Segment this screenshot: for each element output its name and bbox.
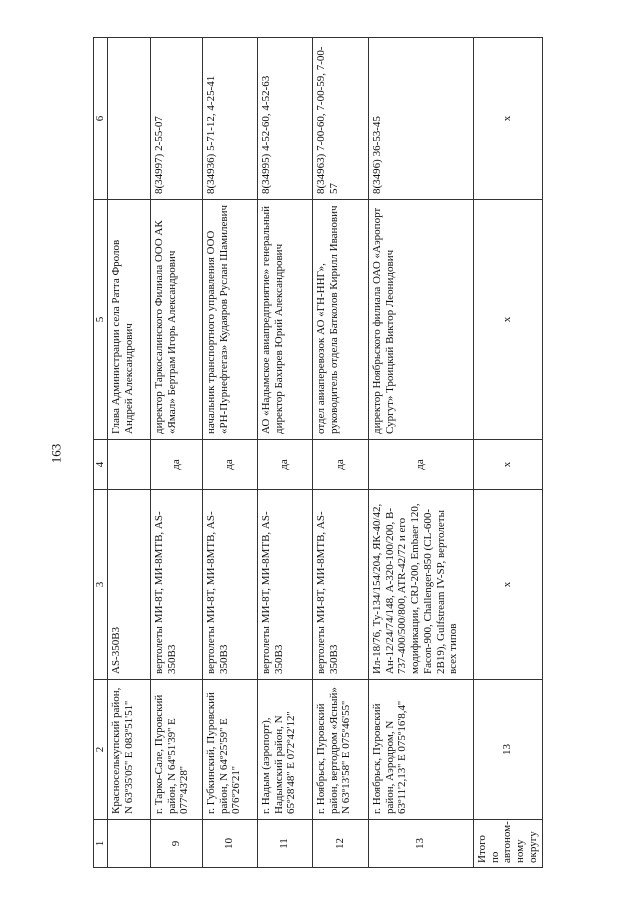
col-header-4: 4 <box>94 440 108 490</box>
col-header-2: 2 <box>94 680 108 820</box>
aircraft-cell: Ил-18/76, Ту-134/154/204, ЯК-40/42, Ан-12/24/74/148, A-320-100/200, B-737-400/500/800, ATR-42/72 и его модификации, CRJ-200, Embaer 120, Facon-900, Challenger-850 (CL-600-2B19), Gulfstream IV-SP, вертолеты всех типов <box>368 490 473 680</box>
phone-cell: 8(34963) 7-00-60, 7-00-59, 7-00-57 <box>312 38 368 200</box>
table-row <box>150 38 202 868</box>
page-number-text: 163 <box>48 443 64 463</box>
contact-cell: начальник транспортного управления ООО «РН-Пурнефтегаз» Кудаяров Руслан Шамилевич <box>202 200 257 440</box>
airfields-table <box>93 37 543 868</box>
aircraft-cell: вертолеты МИ-8Т, МИ-8МТВ, AS-350B3 <box>257 490 312 680</box>
location-cell: г. Надым (аэропорт), Надымский район, N 65º28'48'' E 072º42'12'' <box>257 680 312 820</box>
row-number: 13 <box>368 820 473 868</box>
contact-cell: Глава Администрации села Ратта Фролов Андрей Александрович <box>107 200 150 440</box>
col-header-1: 1 <box>94 820 108 868</box>
location-cell: г. Тарко-Сале, Пуровский район, N 64º51'39'' E 077º43'28'' <box>150 680 202 820</box>
aircraft-cell: вертолеты МИ-8Т, МИ-8МТВ, AS-350B3 <box>312 490 368 680</box>
table-row <box>257 38 312 868</box>
col-header-5: 5 <box>94 200 108 440</box>
flag-cell <box>107 440 150 490</box>
table-row <box>202 38 257 868</box>
contact-cell: отдел авиаперевозок АО «ГН-ННГ», руководитель отдела Батколов Кирилл Иванович <box>312 200 368 440</box>
flag-cell: да <box>368 440 473 490</box>
page-number <box>44 440 68 466</box>
total-aircraft: х <box>473 490 542 680</box>
rotated-table-container <box>93 38 539 868</box>
phone-cell: 8(34936) 5-71-12, 4-25-41 <box>202 38 257 200</box>
flag-cell: да <box>150 440 202 490</box>
total-contact: х <box>473 200 542 440</box>
header-row <box>94 38 108 868</box>
contact-cell: директор Ноябрьского филиала ОАО «Аэропорт Сургут» Троицкий Виктор Леонидович <box>368 200 473 440</box>
total-row <box>473 38 542 868</box>
phone-cell: 8(3496) 36-53-45 <box>368 38 473 200</box>
flag-cell: да <box>257 440 312 490</box>
total-label: Итого по автоном-ному округу <box>473 820 542 868</box>
col-header-3: 3 <box>94 490 108 680</box>
aircraft-cell: вертолеты МИ-8Т, МИ-8МТВ, AS-350B3 <box>202 490 257 680</box>
phone-cell <box>107 38 150 200</box>
phone-cell: 8(34995) 4-52-60, 4-52-63 <box>257 38 312 200</box>
location-cell: Красноселькупский район, N 63º35'05'' E 083º51'51'' <box>107 680 150 820</box>
total-count: 13 <box>473 680 542 820</box>
total-phone: х <box>473 38 542 200</box>
contact-cell: директор Таркосалинского Филиала ООО АК «Ямал» Бертрам Игорь Александрович <box>150 200 202 440</box>
row-number <box>107 820 150 868</box>
row-number: 10 <box>202 820 257 868</box>
total-flag: х <box>473 440 542 490</box>
row-number: 11 <box>257 820 312 868</box>
location-cell: г. Ноябрьск, Пуровский район, вертодром «Ясный» N 63º13'58'' E 075º46'55'' <box>312 680 368 820</box>
table-row <box>312 38 368 868</box>
flag-cell: да <box>202 440 257 490</box>
aircraft-cell: вертолеты МИ-8Т, МИ-8МТВ, AS-350B3 <box>150 490 202 680</box>
row-number: 12 <box>312 820 368 868</box>
phone-cell: 8(34997) 2-55-07 <box>150 38 202 200</box>
table-row <box>107 38 150 868</box>
col-header-6: 6 <box>94 38 108 200</box>
contact-cell: АО «Надымское авиапредприятие» генеральный директор Бахирев Юрий Александрович <box>257 200 312 440</box>
table-row <box>368 38 473 868</box>
location-cell: г. Губкинский, Пуровский район, N 64º25'59'' E 076º26'21'' <box>202 680 257 820</box>
flag-cell: да <box>312 440 368 490</box>
aircraft-cell: AS-350B3 <box>107 490 150 680</box>
location-cell: г. Ноябрьск, Пуровский район, Аэродром, N 63º11'2,13'' E 075º16'8,4'' <box>368 680 473 820</box>
row-number: 9 <box>150 820 202 868</box>
